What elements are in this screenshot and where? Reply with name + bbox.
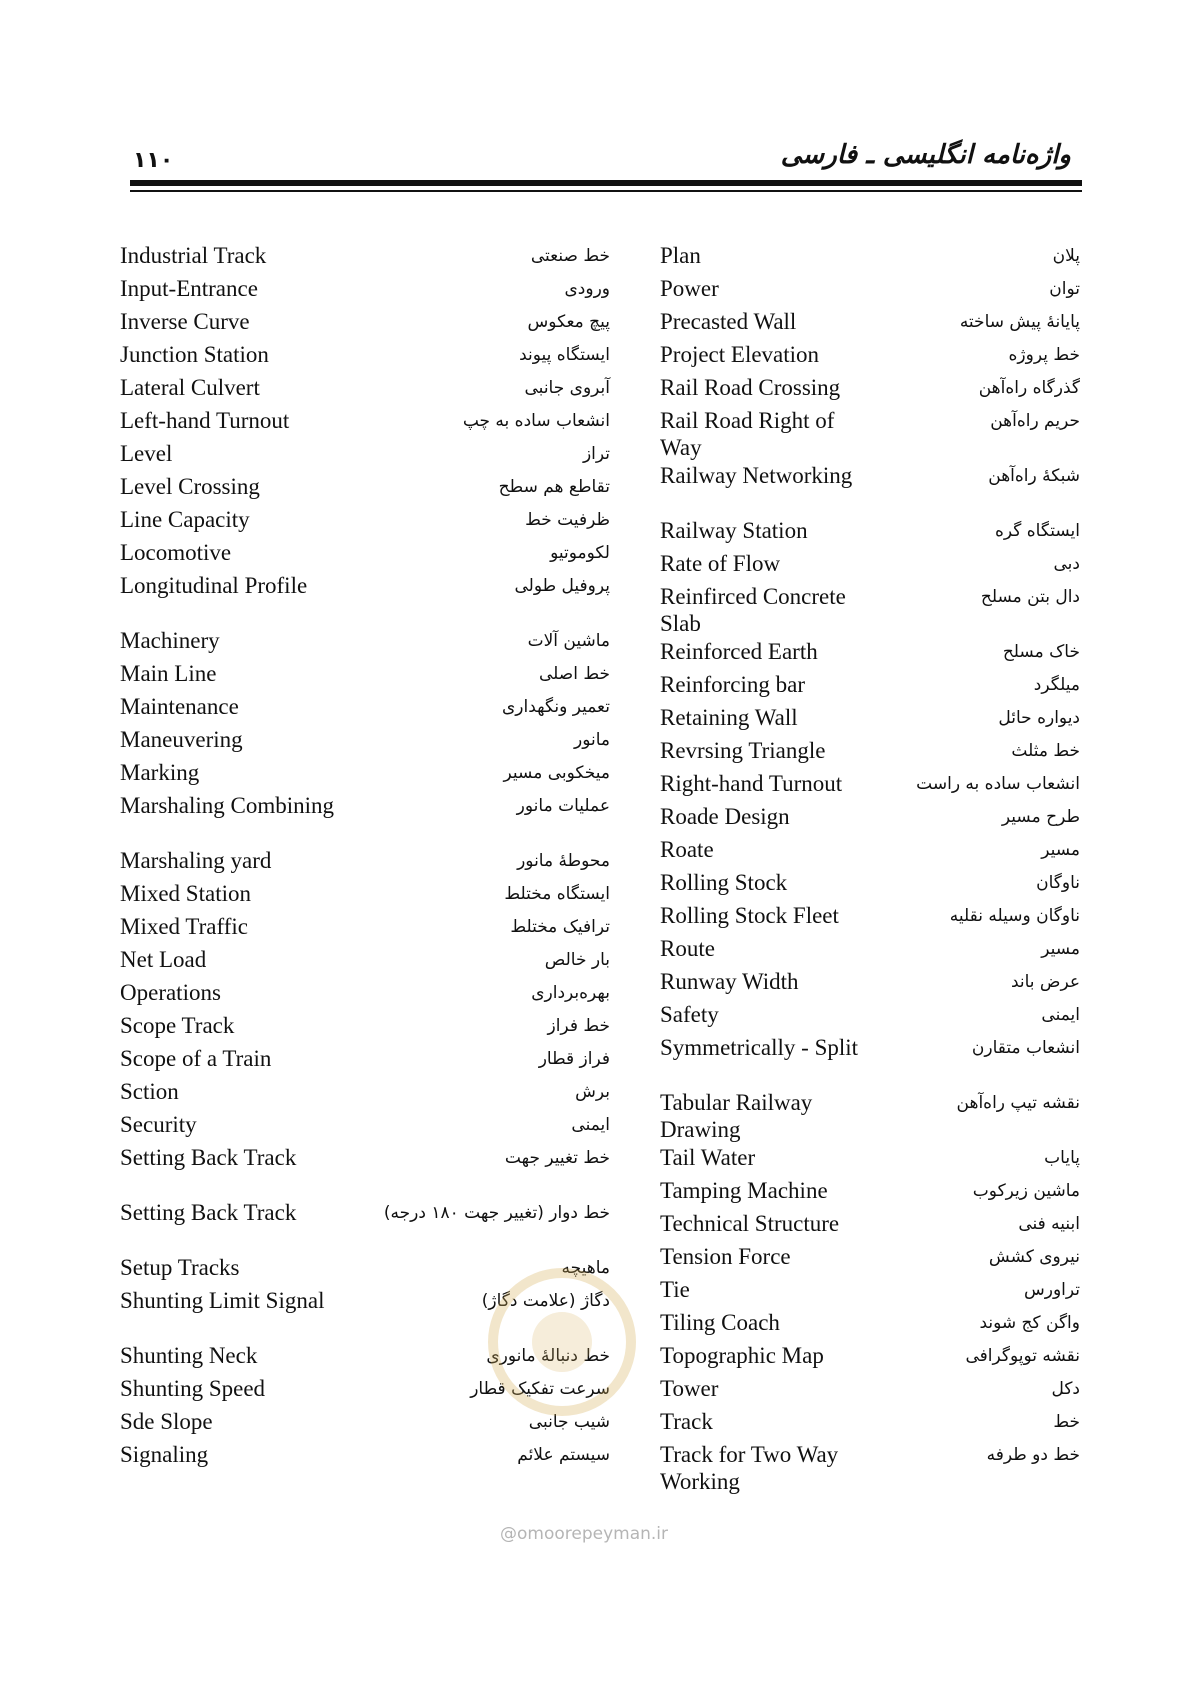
glossary-entry [660,803,1080,836]
header-rule-thin [130,190,1082,192]
english-term: Main Line [120,661,217,686]
glossary-entry [660,517,1080,550]
english-term: Scope Track [120,1013,235,1038]
persian-term: واگن کج شوند [979,1313,1080,1333]
persian-term: دیواره حائل [998,708,1080,728]
english-term: Tension Force [660,1244,791,1269]
glossary-entry [120,847,610,880]
persian-term: لکوموتیو [550,543,610,563]
english-term: Maintenance [120,694,239,719]
glossary-column-right [660,242,1080,1494]
persian-term: نیروی کشش [988,1247,1080,1267]
persian-term: مانور [573,730,610,750]
persian-term: تقاطع هم سطح [498,477,610,497]
persian-term: شیب جانبی [528,1412,610,1432]
english-term: Retaining Wall [660,705,798,730]
persian-term: خط دو طرفه [986,1445,1080,1465]
english-term: Plan [660,243,701,268]
glossary-entry [120,759,610,792]
english-term: Tamping Machine [660,1178,828,1203]
glossary-entry [120,275,610,308]
persian-term: خاک مسلح [1002,642,1080,662]
persian-term: تراز [582,444,610,464]
glossary-entry [660,308,1080,341]
persian-term: ایستگاه پیوند [519,345,610,365]
english-term: Power [660,276,719,301]
english-term: Sde Slope [120,1409,213,1434]
persian-term: فراز قطار [538,1049,610,1069]
english-term: Railway Networking [660,463,853,488]
english-term: Net Load [120,947,207,972]
glossary-entry [120,407,610,440]
page-number: ۱۱۰ [133,148,174,173]
glossary-entry [660,1276,1080,1309]
glossary-entry [120,1045,610,1078]
english-term: Maneuvering [120,727,243,752]
english-term: Operations [120,980,221,1005]
english-term: Locomotive [120,540,232,565]
watermark-url: @omoorepeyman.ir [500,1524,669,1544]
english-term: Tiling Coach [660,1310,780,1335]
persian-term: گذرگاه راه‌آهن [978,378,1080,398]
glossary-entry [660,638,1080,671]
glossary-entry [120,308,610,341]
glossary-entry [120,341,610,374]
persian-term: ایمنی [1041,1005,1080,1025]
english-term: Reinforced Earth [660,639,818,664]
english-term: Signaling [120,1442,209,1467]
glossary-entry [120,880,610,913]
persian-term: دال بتن مسلح [980,587,1080,607]
glossary-entry [660,1144,1080,1177]
english-term: Route [660,936,715,961]
persian-term: پایاب [1044,1148,1080,1168]
english-term: Industrial Track [120,243,267,268]
glossary-entry [660,1441,1080,1494]
english-term: Security [120,1112,197,1137]
glossary-entry [660,902,1080,935]
persian-term: پلان [1052,246,1080,266]
english-term: Symmetrically - Split [660,1035,859,1060]
glossary-entry [120,440,610,473]
glossary-entry [120,660,610,693]
persian-term: بهره‌برداری [531,983,610,1003]
english-term: Rail Road Crossing [660,375,841,400]
glossary-entry [660,1089,1080,1144]
persian-term: دبی [1053,554,1080,574]
persian-term: میلگرد [1033,675,1080,695]
english-term: Line Capacity [120,507,250,532]
glossary-entry [660,770,1080,803]
glossary-entry [660,1243,1080,1276]
english-term: Longitudinal Profile [120,573,308,598]
english-term: Rolling Stock [660,870,788,895]
persian-term: برش [575,1082,610,1102]
english-term: Shunting Speed [120,1376,266,1401]
glossary-entry [660,968,1080,1001]
english-term: Reinforcing bar [660,672,805,697]
english-term: Input-Entrance [120,276,258,301]
persian-term: دگاژ (علامت دگاژ) [481,1291,610,1311]
english-term: Tie [660,1277,690,1302]
persian-term: حریم راه‌آهن [990,411,1080,431]
glossary-entry [660,935,1080,968]
persian-term: خط [1053,1412,1080,1432]
english-term: Project Elevation [660,342,820,367]
glossary-entry [120,1144,610,1199]
glossary-entry [660,1034,1080,1089]
persian-term: طرح مسیر [1001,807,1080,827]
persian-term: ماشین زیرکوب [972,1181,1080,1201]
english-term: Junction Station [120,342,269,367]
glossary-entry [660,869,1080,902]
glossary-entry [660,737,1080,770]
glossary-entry [660,1408,1080,1441]
persian-term: خط دوار (تغییر جهت ۱۸۰ درجه) [383,1203,610,1223]
persian-term: پروفیل طولی [514,576,610,596]
glossary-entry [120,539,610,572]
english-term: Scope of a Train [120,1046,272,1071]
persian-term: ابنیه فنی [1018,1214,1080,1234]
persian-term: خط تغییر جهت [504,1148,610,1168]
glossary-entry [120,913,610,946]
english-term: Sction [120,1079,179,1104]
persian-term: انشعاب متقارن [971,1038,1080,1058]
english-term: Precasted Wall [660,309,797,334]
english-term: Tail Water [660,1145,756,1170]
glossary-entry [120,572,610,627]
persian-term: سرعت تفکیک قطار [470,1379,610,1399]
english-term: Reinfirced Concrete Slab [660,584,846,636]
persian-term: خط مثلث [1011,741,1080,761]
glossary-entry [660,275,1080,308]
english-term: Safety [660,1002,719,1027]
english-term: Revrsing Triangle [660,738,826,763]
glossary-entry [660,671,1080,704]
english-term: Marking [120,760,200,785]
glossary-entry [120,374,610,407]
glossary-entry [120,979,610,1012]
glossary-entry [660,242,1080,275]
glossary-entry [120,242,610,275]
english-term: Rail Road Right of Way [660,408,835,460]
persian-term: خط پروژه [1008,345,1080,365]
english-term: Runway Width [660,969,799,994]
persian-term: دکل [1051,1379,1080,1399]
glossary-entry [120,627,610,660]
glossary-entry [120,946,610,979]
persian-term: خط فراز [547,1016,610,1036]
persian-term: شبکهٔ راه‌آهن [988,466,1080,486]
english-term: Level Crossing [120,474,260,499]
english-term: Marshaling yard [120,848,272,873]
glossary-entry [120,726,610,759]
english-term: Inverse Curve [120,309,250,334]
english-term: Right-hand Turnout [660,771,843,796]
glossary-entry [120,1111,610,1144]
glossary-entry [660,407,1080,462]
persian-term: ناوگان [1036,873,1080,893]
english-term: Shunting Neck [120,1343,258,1368]
english-term: Track [660,1409,713,1434]
english-term: Rate of Flow [660,551,781,576]
english-term: Tabular Railway Drawing [660,1090,813,1142]
persian-term: خط صنعتی [530,246,610,266]
glossary-entry [120,792,610,847]
persian-term: آبروی جانبی [524,378,610,398]
persian-term: ایمنی [571,1115,610,1135]
persian-term: محوطهٔ مانور [517,851,610,871]
persian-term: توان [1049,279,1080,299]
glossary-entry [660,1309,1080,1342]
english-term: Roate [660,837,714,862]
english-term: Setting Back Track [120,1200,297,1225]
persian-term: انشعاب ساده به راست [916,774,1080,794]
persian-term: نقشه تیپ راه‌آهن [956,1093,1080,1113]
persian-term: تعمیر ونگهداری [501,697,610,717]
glossary-entry [660,583,1080,638]
glossary-entry [660,550,1080,583]
english-term: Setup Tracks [120,1255,240,1280]
persian-term: تراورس [1023,1280,1080,1300]
glossary-entry [120,473,610,506]
english-term: Marshaling Combining [120,793,335,818]
glossary-entry [660,704,1080,737]
glossary-entry [120,693,610,726]
glossary-entry [660,1375,1080,1408]
persian-term: مسیر [1041,840,1080,860]
persian-term: مسیر [1041,939,1080,959]
persian-term: خط دنبالهٔ مانوری [486,1346,610,1366]
english-term: Technical Structure [660,1211,840,1236]
glossary-entry [120,1199,610,1254]
glossary-entry [660,462,1080,517]
glossary-entry [120,506,610,539]
persian-term: پیچ معکوس [527,312,610,332]
persian-term: ناوگان وسیله نقلیه [949,906,1080,926]
glossary-entry [660,1001,1080,1034]
persian-term: ایستگاه گره [994,521,1080,541]
english-term: Shunting Limit Signal [120,1288,325,1313]
english-term: Left-hand Turnout [120,408,290,433]
persian-term: عملیات مانور [516,796,610,816]
watermark-emblem [532,1312,592,1372]
persian-term: عرض باند [1010,972,1080,992]
persian-term: ظرفیت خط [525,510,610,530]
glossary-entry [120,1408,610,1441]
english-term: Lateral Culvert [120,375,260,400]
persian-term: ماهیچه [561,1258,610,1278]
english-term: Track for Two Way Working [660,1442,839,1494]
english-term: Railway Station [660,518,808,543]
persian-term: ایستگاه مختلط [504,884,610,904]
english-term: Rolling Stock Fleet [660,903,839,928]
persian-term: خط اصلی [538,664,610,684]
page-header-title: واژه‌نامه انگلیسی ـ فارسی [780,140,1071,170]
glossary-entry [120,1441,610,1474]
persian-term: نقشه توپوگرافی [965,1346,1080,1366]
glossary-entry [120,1078,610,1111]
glossary-entry [660,1210,1080,1243]
english-term: Level [120,441,173,466]
glossary-entry [660,1342,1080,1375]
english-term: Tower [660,1376,719,1401]
glossary-entry [660,374,1080,407]
persian-term: پایانهٔ پیش ساخته [959,312,1080,332]
english-term: Setting Back Track [120,1145,297,1170]
glossary-entry [660,1177,1080,1210]
glossary-entry [660,341,1080,374]
persian-term: بار خالص [544,950,610,970]
glossary-entry [120,1012,610,1045]
english-term: Topographic Map [660,1343,824,1368]
persian-term: سیستم علائم [517,1445,610,1465]
english-term: Mixed Traffic [120,914,248,939]
watermark-seal-icon [488,1268,636,1416]
english-term: Mixed Station [120,881,251,906]
persian-term: ترافیک مختلط [510,917,610,937]
glossary-entry [660,836,1080,869]
persian-term: ورودی [564,279,610,299]
header-rule-thick [130,180,1082,186]
persian-term: انشعاب ساده به چپ [462,411,610,431]
english-term: Machinery [120,628,220,653]
persian-term: میخکوبی مسیر [503,763,610,783]
persian-term: ماشین آلات [527,631,610,651]
english-term: Roade Design [660,804,790,829]
